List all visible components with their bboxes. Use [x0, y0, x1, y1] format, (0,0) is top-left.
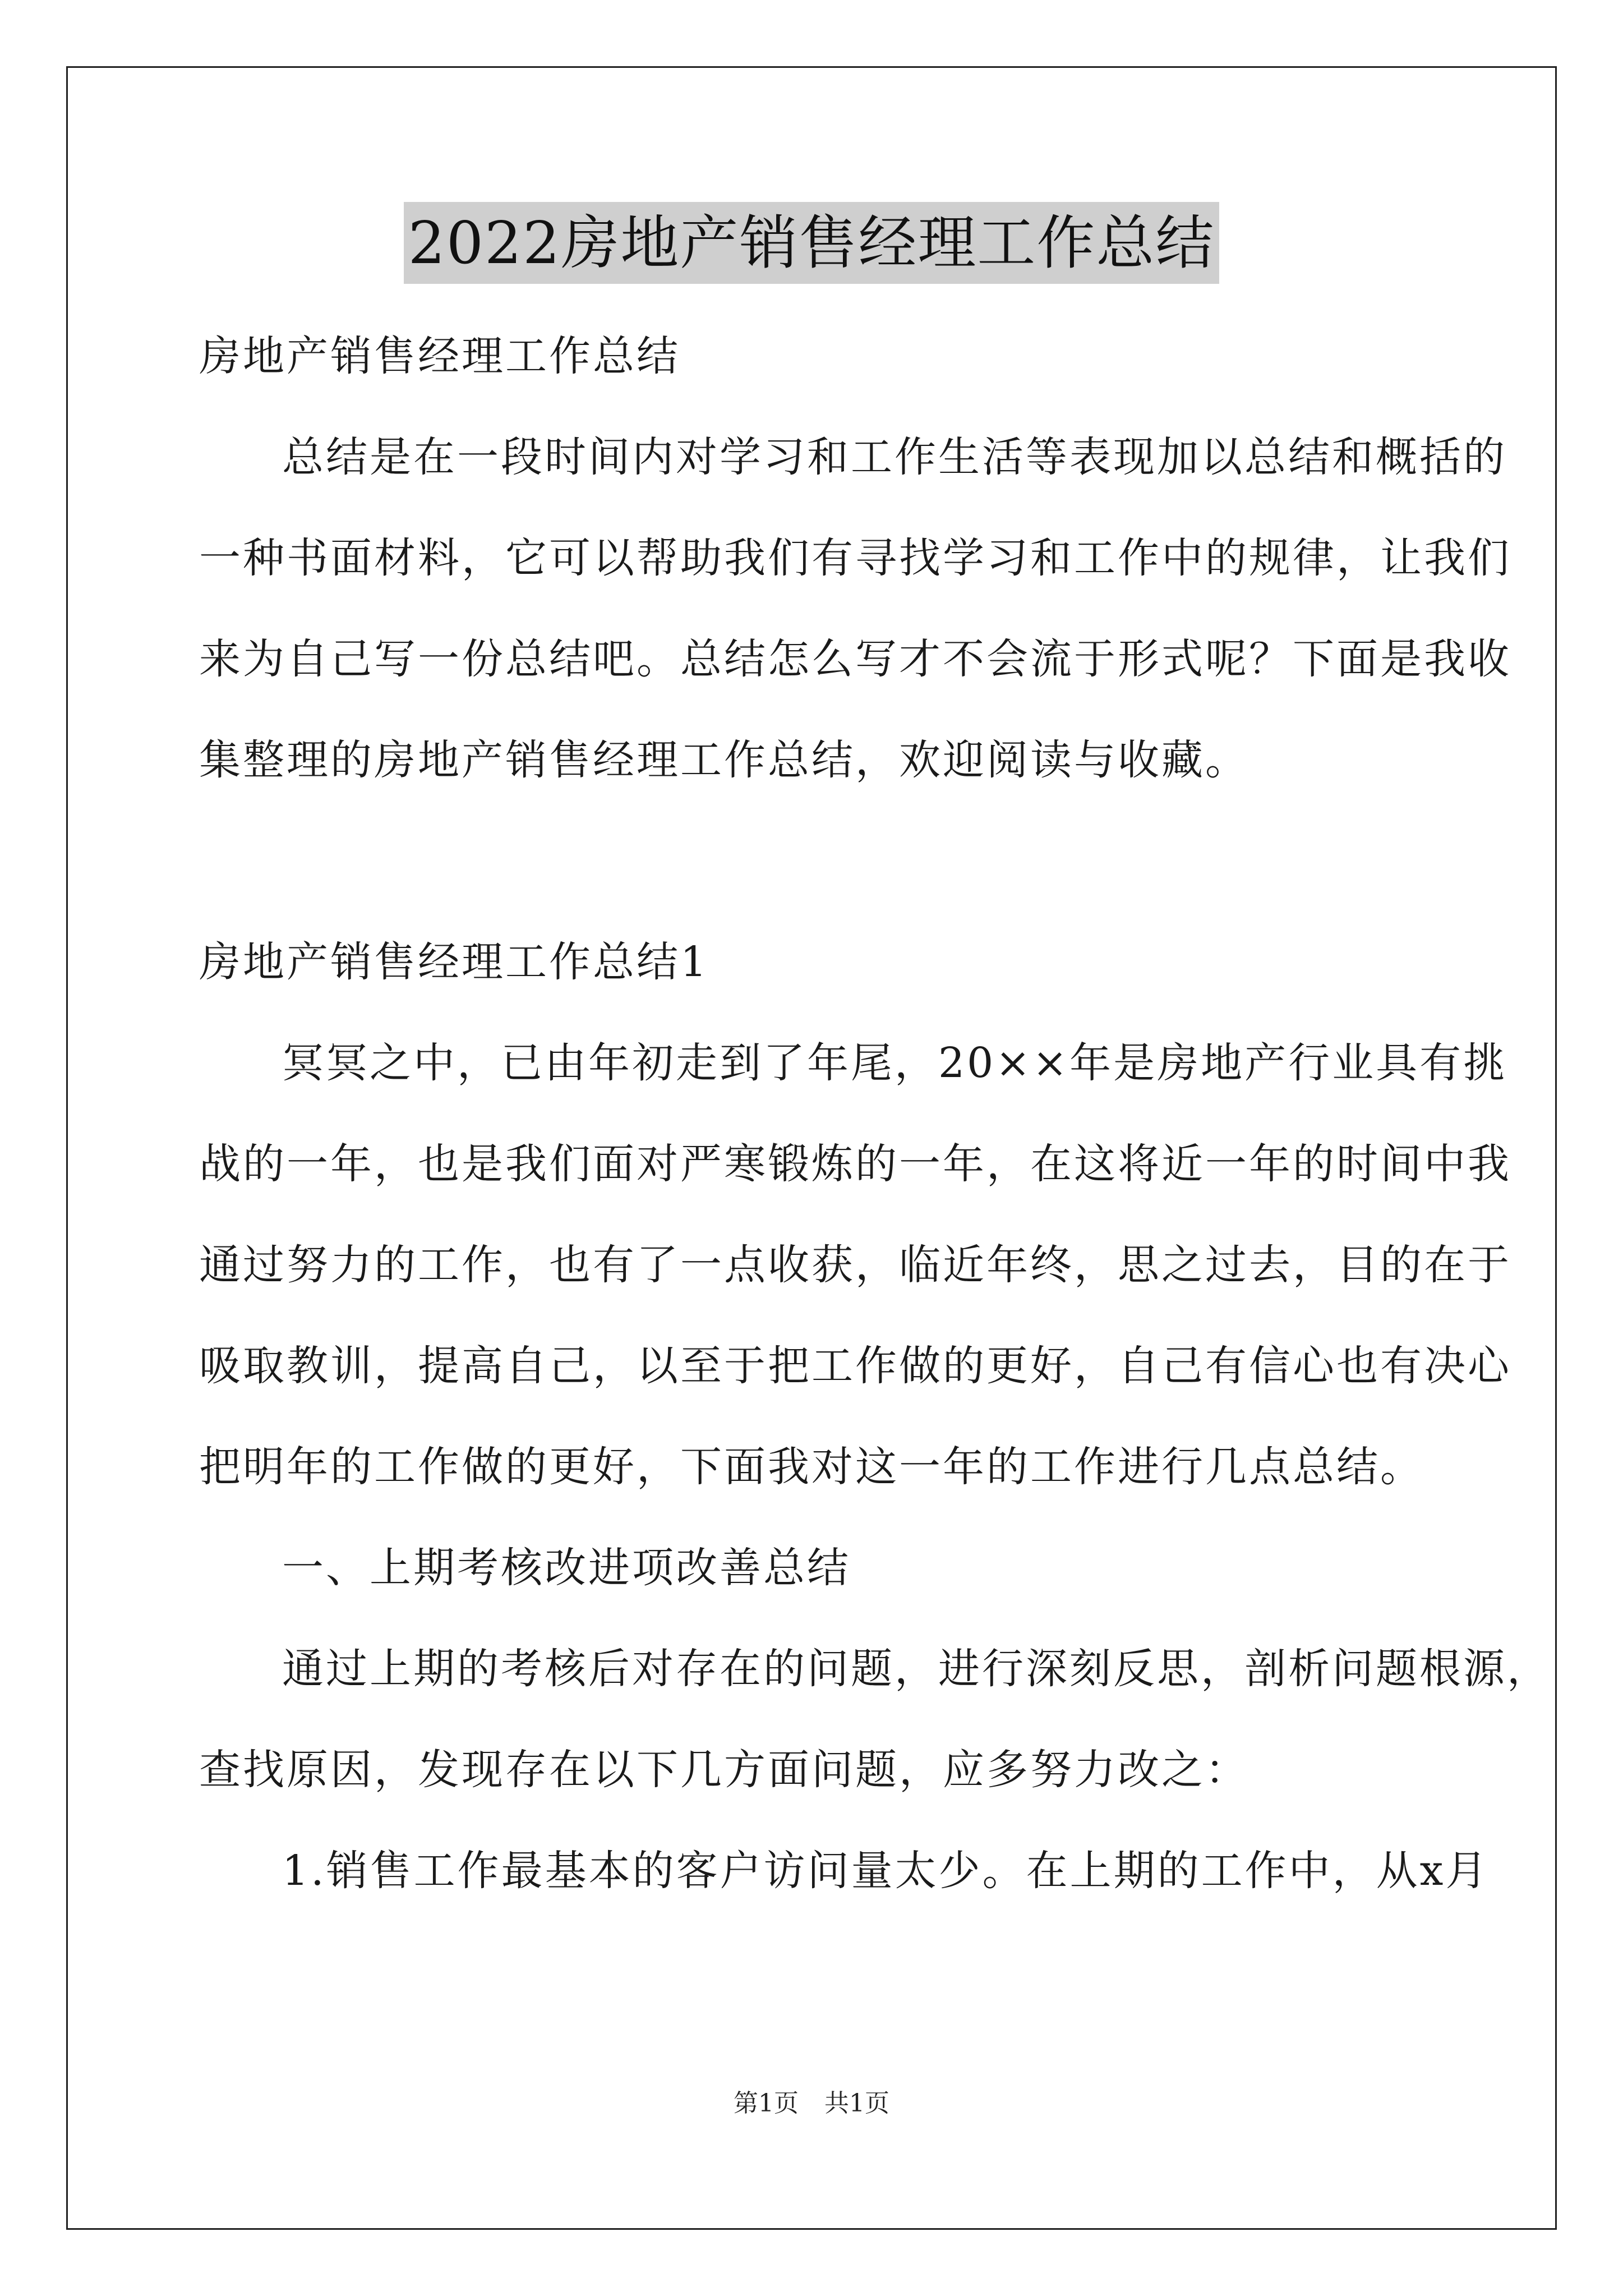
document-subtitle: 房地产销售经理工作总结 — [199, 332, 680, 380]
title-container — [0, 202, 1623, 284]
page-footer — [0, 2087, 1623, 2120]
item-line-2: 查找原因，发现存在以下几方面问题，应多努力改之： — [199, 1746, 1249, 1794]
page-number: 第1页 — [734, 2089, 799, 2118]
point-line-1: 1.销售工作最基本的客户访问量太少。在上期的工作中，从x月 — [282, 1847, 1490, 1895]
document-title: 2022房地产销售经理工作总结 — [404, 202, 1220, 284]
item-heading: 一、上期考核改进项改善总结 — [282, 1544, 851, 1592]
section-line-3: 通过努力的工作，也有了一点收获，临近年终，思之过去，目的在于 — [199, 1241, 1511, 1289]
intro-line-4: 集整理的房地产销售经理工作总结，欢迎阅读与收藏。 — [199, 736, 1249, 784]
section-heading: 房地产销售经理工作总结1 — [199, 938, 709, 986]
section-line-2: 战的一年，也是我们面对严寒锻炼的一年，在这将近一年的时间中我 — [199, 1140, 1511, 1188]
section-line-5: 把明年的工作做的更好，下面我对这一年的工作进行几点总结。 — [199, 1443, 1424, 1491]
page-total: 共1页 — [824, 2089, 889, 2118]
item-line-1: 通过上期的考核后对存在的问题，进行深刻反思，剖析问题根源， — [282, 1645, 1551, 1693]
section-line-1: 冥冥之中，已由年初走到了年尾，20××年是房地产行业具有挑 — [282, 1039, 1507, 1087]
section-line-4: 吸取教训，提高自己，以至于把工作做的更好，自己有信心也有决心 — [199, 1342, 1511, 1390]
intro-line-3: 来为自己写一份总结吧。总结怎么写才不会流于形式呢？下面是我收 — [199, 635, 1511, 683]
intro-line-2: 一种书面材料，它可以帮助我们有寻找学习和工作中的规律，让我们 — [199, 534, 1511, 582]
document-body — [199, 306, 1551, 1921]
intro-line-1: 总结是在一段时间内对学习和工作生活等表现加以总结和概括的 — [282, 433, 1507, 481]
